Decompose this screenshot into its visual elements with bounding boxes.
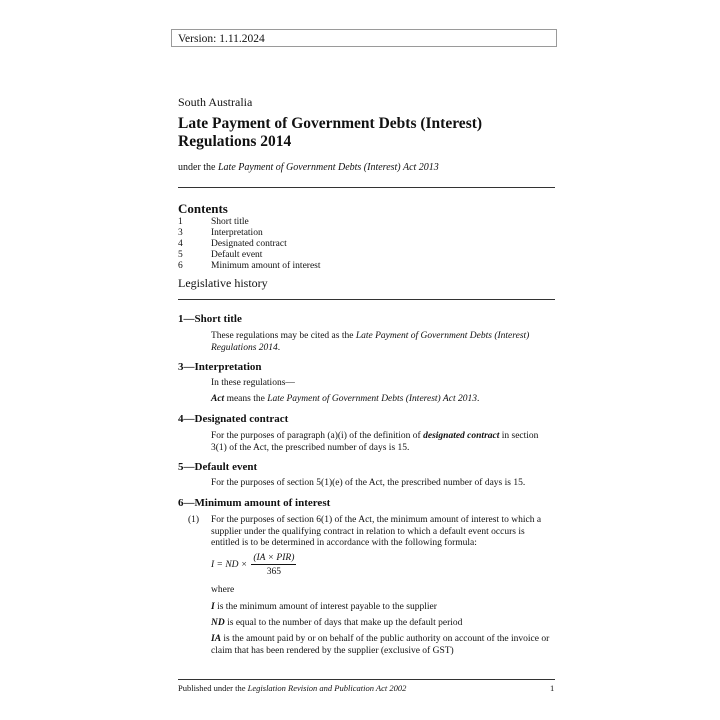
toc-label: Designated contract — [211, 239, 287, 249]
enabling-act-line — [178, 162, 439, 173]
toc-number: 1 — [178, 217, 183, 227]
toc-label: Minimum amount of interest — [211, 261, 321, 271]
formula-numerator: (IA × PIR) — [253, 553, 295, 563]
under-prefix: under the — [178, 162, 218, 173]
toc-item[interactable] — [178, 228, 321, 239]
text-run: . — [277, 342, 281, 353]
formula-lhs: I = ND × — [211, 560, 248, 570]
legislative-history-link[interactable]: Legislative history — [178, 276, 268, 290]
section-heading: 3—Interpretation — [178, 361, 262, 373]
defined-term: Act — [211, 394, 225, 404]
section-heading: 4—Designated contract — [178, 413, 289, 425]
text-run: in section 3(1) of the Act, the prescribed number of days is 15. — [211, 431, 539, 453]
text-run: means the — [224, 394, 268, 404]
toc-item[interactable] — [178, 239, 321, 250]
toc-item[interactable] — [178, 217, 321, 228]
toc-item[interactable] — [178, 250, 321, 261]
toc-number: 5 — [178, 250, 183, 260]
formula-denominator: 365 — [266, 567, 281, 577]
section-heading: 5—Default event — [178, 461, 258, 473]
toc-label: Interpretation — [211, 228, 263, 238]
under-act: Late Payment of Government Debts (Interest) Act 2013 — [218, 162, 439, 173]
formula-fraction — [251, 553, 296, 577]
interest-formula — [211, 553, 296, 577]
section-text — [211, 431, 551, 454]
toc-label: Short title — [211, 217, 249, 227]
toc-number: 6 — [178, 261, 183, 271]
toc-item[interactable] — [178, 261, 321, 272]
version-label: Version: 1.11.2024 — [171, 29, 557, 47]
text-run: . — [476, 394, 480, 404]
definition — [211, 618, 551, 630]
table-of-contents — [178, 217, 321, 272]
definition — [211, 394, 551, 406]
text-run: is the amount paid by or on behalf of the public authority on account of the invoice or claim that has been rendered by the supplier (exclusive of GST) — [211, 634, 550, 656]
section-text: For the purposes of section 5(1)(e) of the Act, the prescribed number of days is 15. — [211, 478, 526, 488]
text-run: These regulations may be cited as the — [211, 331, 356, 341]
where-label: where — [211, 585, 235, 595]
toc-number: 3 — [178, 228, 183, 238]
section-text — [211, 331, 551, 354]
footer-prefix: Published under the — [178, 683, 248, 693]
title-line-1: Late Payment of Government Debts (Interest) — [178, 115, 483, 132]
subsection-number: (1) — [188, 515, 200, 525]
defined-term: IA — [211, 634, 222, 644]
footer-act: Legislation Revision and Publication Act 2002 — [247, 683, 407, 693]
definition — [211, 602, 551, 614]
defined-term: I — [211, 602, 215, 612]
text-run: is the minimum amount of interest payable to the supplier — [214, 602, 437, 612]
section-text: For the purposes of section 6(1) of the Act, the minimum amount of interest to which a supplier under the qualifying contract in relation to which a default event occurs is entitled is to be determined in accordance with the following formula: — [211, 515, 542, 548]
footer-divider — [178, 679, 555, 680]
title-line-2: Regulations 2014 — [178, 133, 292, 150]
jurisdiction: South Australia — [178, 95, 253, 109]
defined-term: designated contract — [423, 431, 500, 441]
contents-heading: Contents — [178, 201, 228, 216]
regulation-name: Late Payment of Government Debts (Interest) Regulations 2014 — [211, 331, 530, 353]
page-number: 1 — [550, 683, 555, 693]
definition — [211, 634, 551, 657]
divider — [178, 187, 555, 188]
text-run: For the purposes of paragraph (a)(i) of the definition of — [211, 431, 424, 441]
section-heading: 1—Short title — [178, 313, 242, 325]
footer-publication — [178, 683, 406, 693]
section-text: In these regulations— — [211, 378, 295, 388]
section-heading: 6—Minimum amount of interest — [178, 497, 331, 509]
divider — [178, 299, 555, 300]
act-name: Late Payment of Government Debts (Interest) Act 2013 — [267, 394, 477, 404]
text-run: is equal to the number of days that make up the default period — [224, 618, 463, 628]
toc-label: Default event — [211, 250, 263, 260]
page-title — [178, 115, 558, 151]
defined-term: ND — [211, 618, 225, 628]
toc-number: 4 — [178, 239, 183, 249]
